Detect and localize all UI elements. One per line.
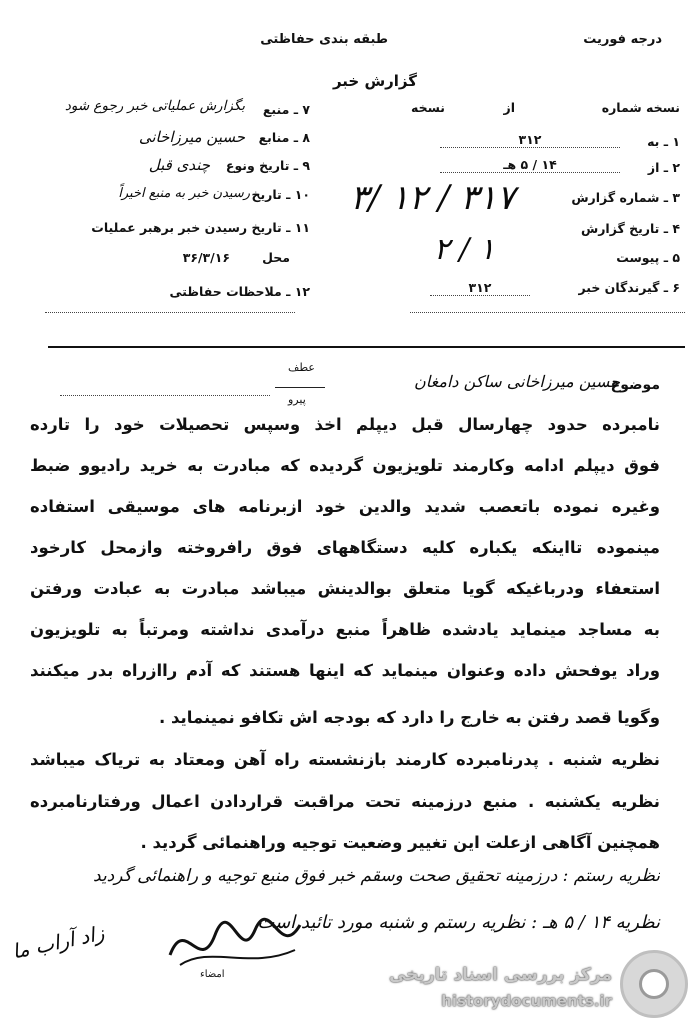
priority-label: درجه فوریت: [583, 32, 662, 47]
field-2-label: ۲ ـ از: [647, 160, 680, 175]
field-11-value: ۳۶/۳/۱۶: [182, 250, 230, 265]
dotted-line: [60, 395, 270, 396]
signature: [160, 905, 310, 980]
body-line-6: به مساجد مینماید یادشده ظاهراً منبع درآمدی نداشته ومرتباً به تلویزیون: [30, 620, 660, 639]
field-1-value: ۳۱۲: [440, 132, 620, 148]
classification-label: طبقه بندی حفاظتی: [260, 32, 388, 47]
reference-line: [275, 387, 325, 388]
field-6-value: ۳۱۲: [430, 280, 530, 296]
field-8-label: ۸ ـ منابع: [258, 130, 310, 145]
body-line-4: مینموده تااینکه یکباره کلیه دستگاههای فوق رافروخته وازمحل کارخود: [30, 538, 660, 557]
field-8-value: حسین میرزاخانی: [138, 128, 245, 146]
handwritten-note-3: زاد آراب ما: [10, 920, 107, 964]
subject-value: حسین میرزاخانی ساکن دامغان: [414, 372, 620, 391]
field-5-label: ۵ ـ پیوست: [616, 250, 680, 265]
copy-number-label: نسخه شماره: [601, 100, 680, 115]
field-11-place: محل: [262, 250, 290, 265]
watermark-url: historydocuments.ir: [441, 992, 612, 1010]
body-line-2: فوق دیپلم ادامه وکارمند تلویزیون گردیده که مبادرت به خرید رادیوو ضبط: [30, 456, 660, 475]
body-line-10: نظریه یکشنبه . منبع درزمینه تحت مراقبت قراردادن اعمال ورفتارنامبرده: [30, 792, 660, 811]
report-title: گزارش خبر: [332, 72, 417, 90]
field-9-label: ۹ ـ تاریخ ونوع: [225, 158, 310, 173]
watermark-org: مرکز بررسی اسناد تاریخی: [389, 965, 612, 985]
field-10-value: رسیدن خبر به منبع اخیراً: [118, 186, 250, 201]
handwritten-attachment-number: ۲ / ۱: [433, 232, 495, 267]
handwritten-note-1: نظریه رستم : درزمینه تحقیق صحت وسقم خبر فوق منبع توجیه و راهنمائی گردید: [93, 866, 660, 886]
dotted-line: [45, 312, 295, 313]
field-10-label: ۱۰ ـ تاریخ: [251, 187, 310, 202]
handwritten-note-2: نظریه ۱۴ / ۵ هـ : نظریه رستم و شنبه مورد تائید است: [257, 912, 660, 933]
copy-of-label: از: [503, 100, 515, 115]
body-line-7: وراد یوفحش داده وعنوان مینماید که اینها هستند که آدم راازراه بدر میکنند: [30, 661, 660, 680]
separator-rule: [48, 346, 685, 348]
field-7-value: بگزارش عملیاتی خبر رجوع شود: [64, 98, 245, 114]
signature-label: امضاء: [200, 969, 225, 980]
body-line-8: وگویا قصد رفتن به خارج را دارد که بودجه اش تکافو نمینماید .: [159, 708, 660, 727]
archive-seal-icon: [620, 950, 688, 1018]
field-12-label: ۱۲ ـ ملاحظات حفاظتی: [169, 284, 310, 299]
dotted-line: [410, 312, 685, 313]
reference-label: عطف: [288, 361, 315, 374]
body-line-1: نامبرده حدود چهارسال قبل دیپلم اخذ وسپس تحصیلات خود را تارده: [30, 415, 660, 434]
body-line-9: نظریه شنبه . پدرنامبرده کارمند بازنشسته راه آهن ومعتاد به تریاک میباشد: [30, 750, 660, 769]
subject-label: موضوع: [610, 377, 660, 393]
field-1-label: ۱ ـ به: [647, 134, 680, 149]
handwritten-report-date: ۳/ ۱۲ / ۳۱۷: [350, 178, 515, 218]
copy-label: نسخه: [410, 100, 445, 115]
body-line-5: استعفاء ودرباغیکه گویا متعلق بوالدینش میباشد مبادرت به عبادت ورفتن: [30, 579, 660, 598]
field-11-label: ۱۱ ـ تاریخ رسیدن خبر برهبر عملیات: [91, 220, 310, 235]
body-line-11: همچنین آگاهی ازعلت این تغییر وضعیت توجیه وراهنمائی گردید .: [140, 833, 660, 852]
body-line-3: وغیره نموده باتعصب شدید والدین خود ازبرنامه های موسیقی استفاده: [30, 497, 660, 516]
field-4-label: ۴ ـ تاریخ گزارش: [580, 221, 680, 236]
follow-up-label: پیرو: [288, 393, 306, 406]
field-2-value: ۱۴ / ۵ هـ: [440, 157, 620, 173]
field-6-label: ۶ ـ گیرندگان خبر: [578, 280, 680, 295]
field-9-value: چندی قبل: [148, 156, 210, 174]
field-3-label: ۳ ـ شماره گزارش: [571, 190, 680, 205]
field-7-label: ۷ ـ منبع: [262, 102, 310, 117]
